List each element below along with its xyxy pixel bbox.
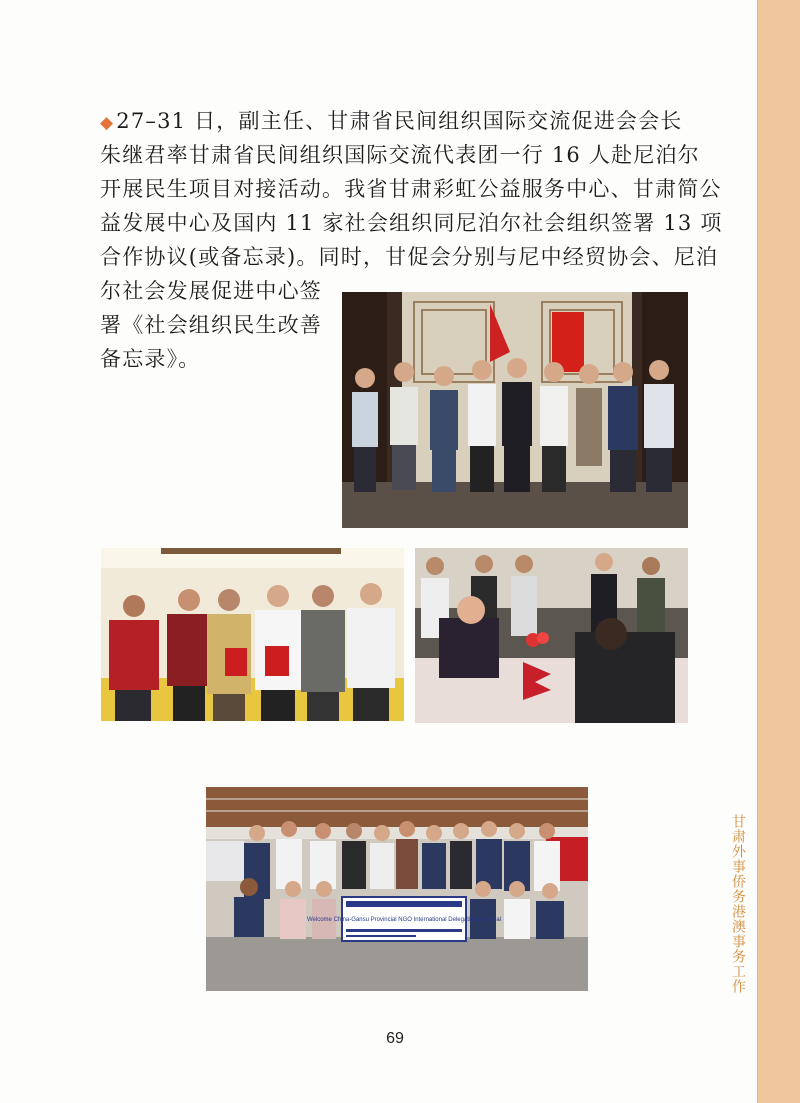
photo-delegation-group bbox=[342, 292, 688, 528]
paragraph-line-7: 署《社会组织民生改善 bbox=[100, 313, 322, 337]
paragraph-line-4: 益发展中心及国内 11 家社会组织同尼泊尔社会组织签署 13 项 bbox=[100, 211, 723, 235]
paragraph-line-1-text: 27–31 日，副主任、甘肃省民间组织国际交流促进会会长 bbox=[116, 109, 683, 133]
section-label: 甘肃外事侨务港澳事务工作 bbox=[730, 814, 746, 994]
paragraph-line-5: 合作协议(或备忘录)。同时，甘促会分别与尼中经贸协会、尼泊 bbox=[100, 245, 719, 269]
paragraph-line-6: 尔社会发展促进中心签 bbox=[100, 279, 322, 303]
paragraph-line-8: 备忘录》。 bbox=[100, 347, 201, 371]
paragraph-line-3: 开展民生项目对接活动。我省甘肃彩虹公益服务中心、甘肃简公 bbox=[100, 177, 722, 201]
photo-group-welcome-banner bbox=[206, 787, 588, 991]
paragraph-line-2: 朱继君率甘肃省民间组织国际交流代表团一行 16 人赴尼泊尔 bbox=[100, 143, 700, 167]
side-color-bar bbox=[758, 0, 800, 1103]
photo-signing-table bbox=[415, 548, 688, 723]
paragraph-line-1 bbox=[100, 104, 690, 138]
diamond-bullet-icon: ◆ bbox=[100, 113, 115, 133]
page-number: 69 bbox=[386, 1030, 404, 1047]
photo-agreement-signing-group bbox=[101, 548, 404, 721]
welcome-banner-text: Welcome China-Gansu Provincial NGO International Delegation to Nepal bbox=[307, 917, 501, 923]
